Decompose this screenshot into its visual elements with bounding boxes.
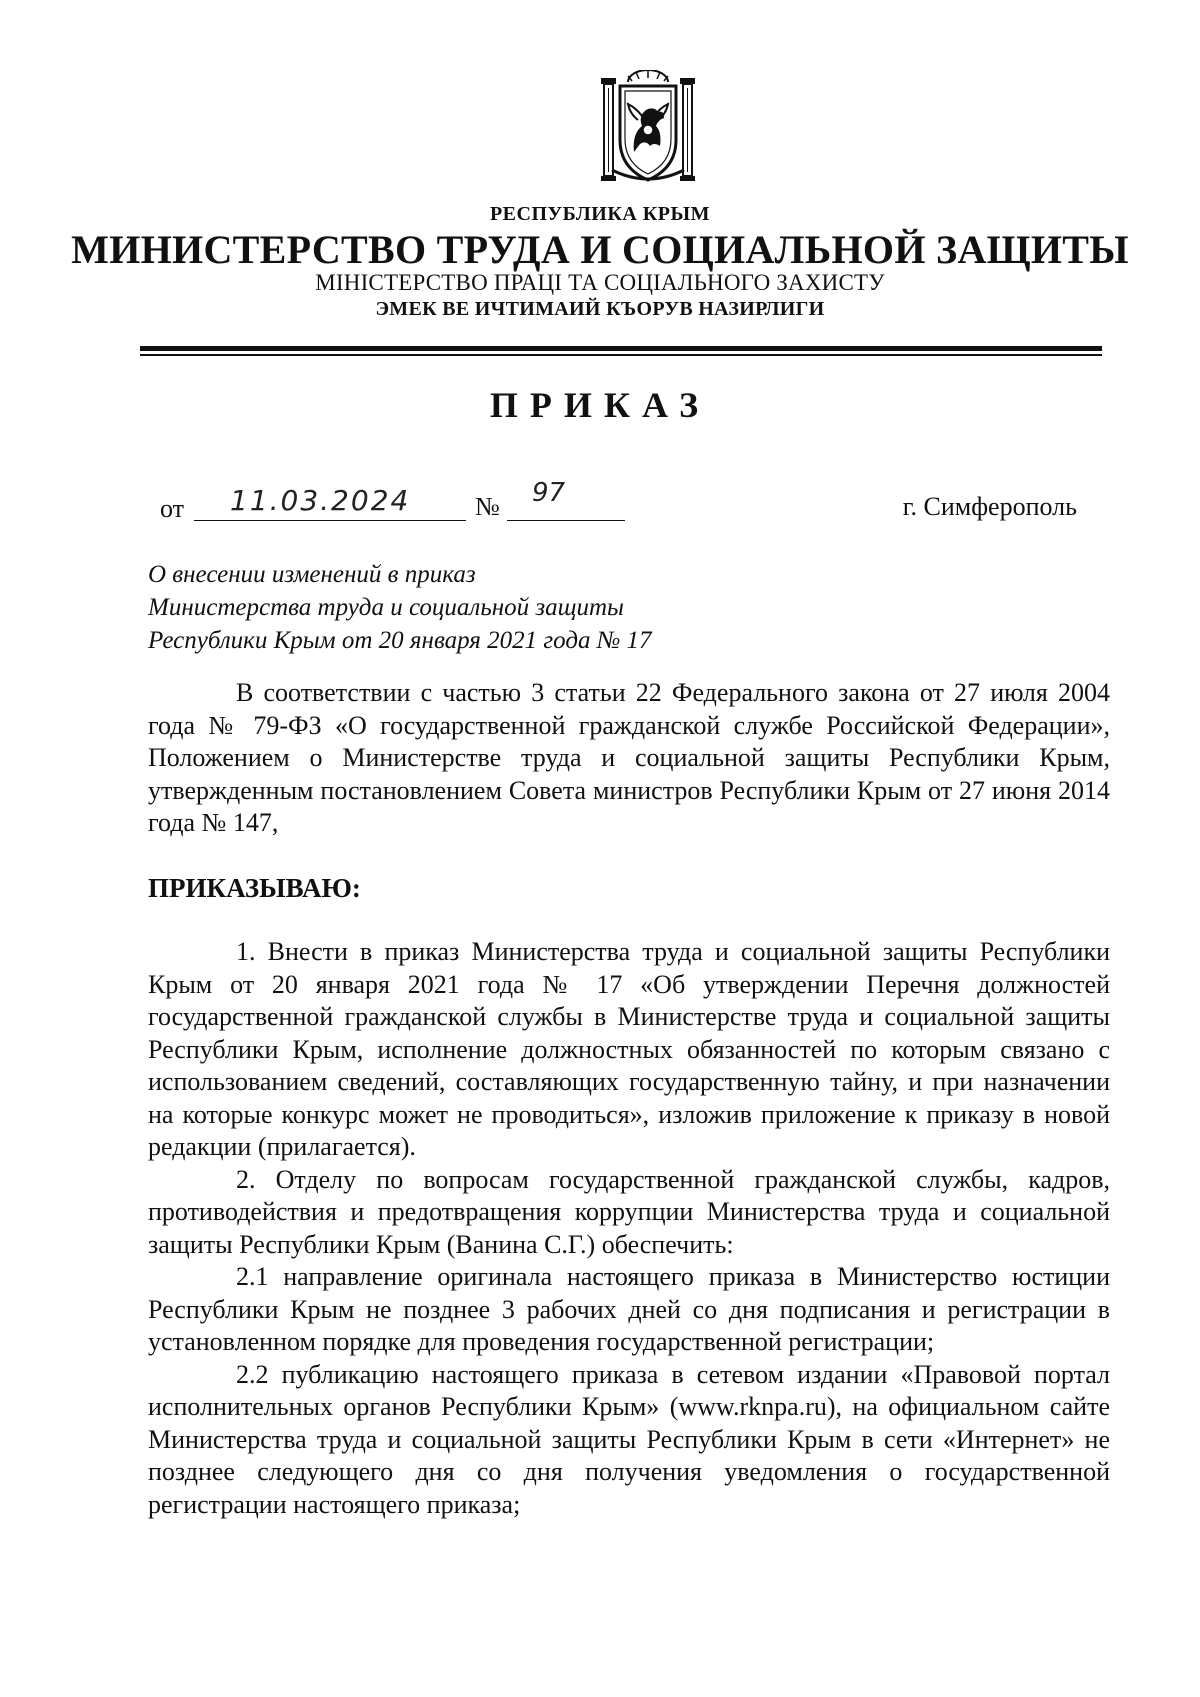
- crimea-coat-of-arms-icon: [598, 70, 698, 188]
- order-item: 2. Отделу по вопросам государственной гражданской службы, кадров, противодействия и предотвращения коррупции Министерства труда и социальной защиты Республики Крым (Ванина С.Г.) обеспечить:: [148, 1164, 1110, 1259]
- order-item: 2.1 направление оригинала настоящего приказа в Министерство юстиции Республики Крым не позднее 3 рабочих дней со дня подписания и регистрации в установленном порядке для проведения государственной регистрации;: [148, 1262, 1110, 1356]
- number-value: 97: [532, 478, 566, 508]
- number-prefix: №: [475, 492, 500, 521]
- date-value: 11.03.2024: [230, 484, 411, 517]
- order-items: [148, 936, 1110, 1521]
- header-divider-thin: [140, 354, 1102, 356]
- preamble-paragraph: В соответствии с частью 3 статьи 22 Федерального закона от 27 июля 2004 года № 79-ФЗ «О государственной гражданской службе Российской Федерации», Положением о Министерстве труда и социальной защиты Республики Крым, утвержденным постановлением Совета министров Республики Крым от 27 июня 2014 года № 147,: [148, 678, 1110, 837]
- subject-line: Республики Крым от 20 января 2021 года № 17: [148, 627, 652, 654]
- date-prefix: от: [160, 494, 185, 523]
- subject-line: О внесении изменений в приказ: [148, 561, 476, 588]
- document-title: ПРИКАЗ: [489, 385, 711, 425]
- header-divider-thick: [140, 346, 1102, 351]
- ministry-name-ua: МІНІСТЕРСТВО ПРАЦІ ТА СОЦІАЛЬНОГО ЗАХИСТУ: [315, 270, 885, 295]
- preamble-block: [148, 677, 1110, 840]
- date-underline: [194, 520, 466, 521]
- order-item: 2.2 публикацию настоящего приказа в сетевом издании «Правовой портал исполнительных органов Республики Крым» (www.rknpa.ru), на официальном сайте Министерства труда и социальной защиты Республики Крым в сети «Интернет» не позднее следующего дня со дня получения уведомления о государственной регистрации настоящего приказа;: [148, 1359, 1110, 1519]
- republic-name: РЕСПУБЛИКА КРЫМ: [489, 203, 711, 225]
- order-subject: [148, 558, 652, 657]
- ministry-name-ru: МИНИСТЕРСТВО ТРУДА И СОЦИАЛЬНОЙ ЗАЩИТЫ: [71, 227, 1129, 272]
- date-number-line: [160, 478, 1120, 524]
- order-directive: ПРИКАЗЫВАЮ:: [148, 873, 361, 903]
- subject-line: Министерства труда и социальной защиты: [148, 594, 624, 621]
- number-underline: [507, 520, 625, 521]
- ministry-name-ct: ЭМЕК ВЕ ИЧТИМАИЙ КЪОРУВ НАЗИРЛИГИ: [375, 298, 825, 320]
- city: г. Симферополь: [902, 492, 1077, 521]
- order-item: 1. Внести в приказ Министерства труда и социальной защиты Республики Крым от 20 января 2021 года № 17 «Об утверждении Перечня должностей государственной гражданской службы в Министерстве труда и социальной защиты Республики Крым, исполнение должностных обязанностей по которым связано с использованием сведений, составляющих государственную тайну, и при назначении на которые конкурс может не проводиться», изложив приложение к приказу в новой редакции (прилагается).: [148, 937, 1110, 1161]
